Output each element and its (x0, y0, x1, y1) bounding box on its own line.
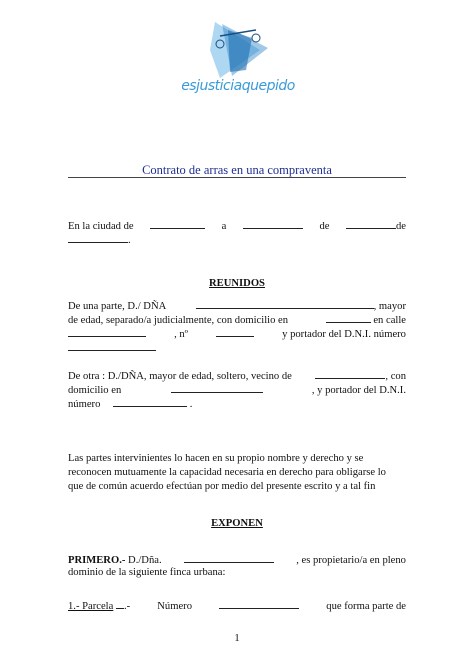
propietario-label: , es propietario/a en pleno (296, 555, 406, 566)
numero-label: , nº (174, 329, 188, 340)
lady-justice-icon (160, 20, 320, 80)
blank-field[interactable] (346, 218, 396, 229)
reunidos-part1-label: De una parte, D./ DÑA (68, 301, 167, 312)
parcela-dot: .- (123, 601, 131, 612)
mayor-label: , mayor (373, 301, 406, 312)
reunidos-other-line-3 (68, 396, 192, 412)
intro-line-2 (68, 232, 131, 248)
reunidos-domicilio-label: de edad, separado/a judicialmente, con domicilio en (68, 315, 289, 326)
blank-field[interactable] (216, 326, 254, 337)
other-numero-label: número (68, 399, 101, 410)
primero-line-2: dominio de la siguiente finca urbana: (68, 567, 226, 578)
blank-field[interactable] (150, 218, 205, 229)
blank-field[interactable] (326, 312, 371, 323)
other-domicilio-label: domicilio en (68, 385, 122, 396)
parcela-line (68, 598, 406, 614)
page-number: 1 (234, 633, 240, 644)
calle-label: en calle (373, 315, 406, 326)
other-dni-label: , y portador del D.N.I. (311, 385, 406, 396)
dni-label: y portador del D.N.I. número (282, 329, 406, 340)
document-title: Contrato de arras en una compraventa (142, 163, 332, 177)
intro-city-label: En la ciudad de (68, 221, 134, 232)
intro-de2-label: de (395, 221, 406, 232)
parties-line-1: Las partes intervinientes lo hacen en su propio nombre y derecho y se (68, 453, 364, 464)
parcela-label: 1.- Parcela (68, 601, 114, 612)
reunidos-heading: REUNIDOS (209, 278, 265, 289)
blank-field[interactable] (196, 298, 374, 309)
other-party-label: De otra : D./DÑA, mayor de edad, soltero, vecino de (68, 371, 292, 382)
intro-de-label: de (319, 221, 330, 232)
other-end: . (189, 399, 193, 410)
blank-field[interactable] (243, 218, 303, 229)
blank-field[interactable] (315, 368, 385, 379)
parcela-forma-parte-label: que forma parte de (326, 601, 406, 612)
con-label: , con (385, 371, 406, 382)
logo (160, 20, 320, 110)
primero-label: PRIMERO.- (68, 555, 126, 566)
blank-field[interactable] (116, 598, 124, 609)
parcela-numero-label: Número (157, 601, 192, 612)
blank-field[interactable] (68, 232, 128, 243)
blank-field[interactable] (113, 396, 187, 407)
exponen-heading: EXPONEN (211, 518, 263, 529)
blank-field[interactable] (171, 382, 263, 393)
title-divider (68, 177, 406, 178)
parties-line-2: reconocen mutuamente la capacidad necesaria en derecho para obligarse lo (68, 467, 386, 478)
blank-field[interactable] (184, 552, 274, 563)
intro-a-label: a (221, 221, 227, 232)
reunidos-line-4 (68, 340, 156, 356)
blank-field[interactable] (68, 326, 146, 337)
dna-label: D./Dña. (128, 555, 162, 566)
intro-end: . (128, 235, 131, 246)
logo-brand-text: esjusticiaquepido (181, 78, 295, 94)
blank-field[interactable] (219, 598, 299, 609)
blank-field[interactable] (68, 340, 156, 351)
parties-line-3: que de común acuerdo efectúan por medio del presente escrito y a tal fin (68, 481, 376, 492)
